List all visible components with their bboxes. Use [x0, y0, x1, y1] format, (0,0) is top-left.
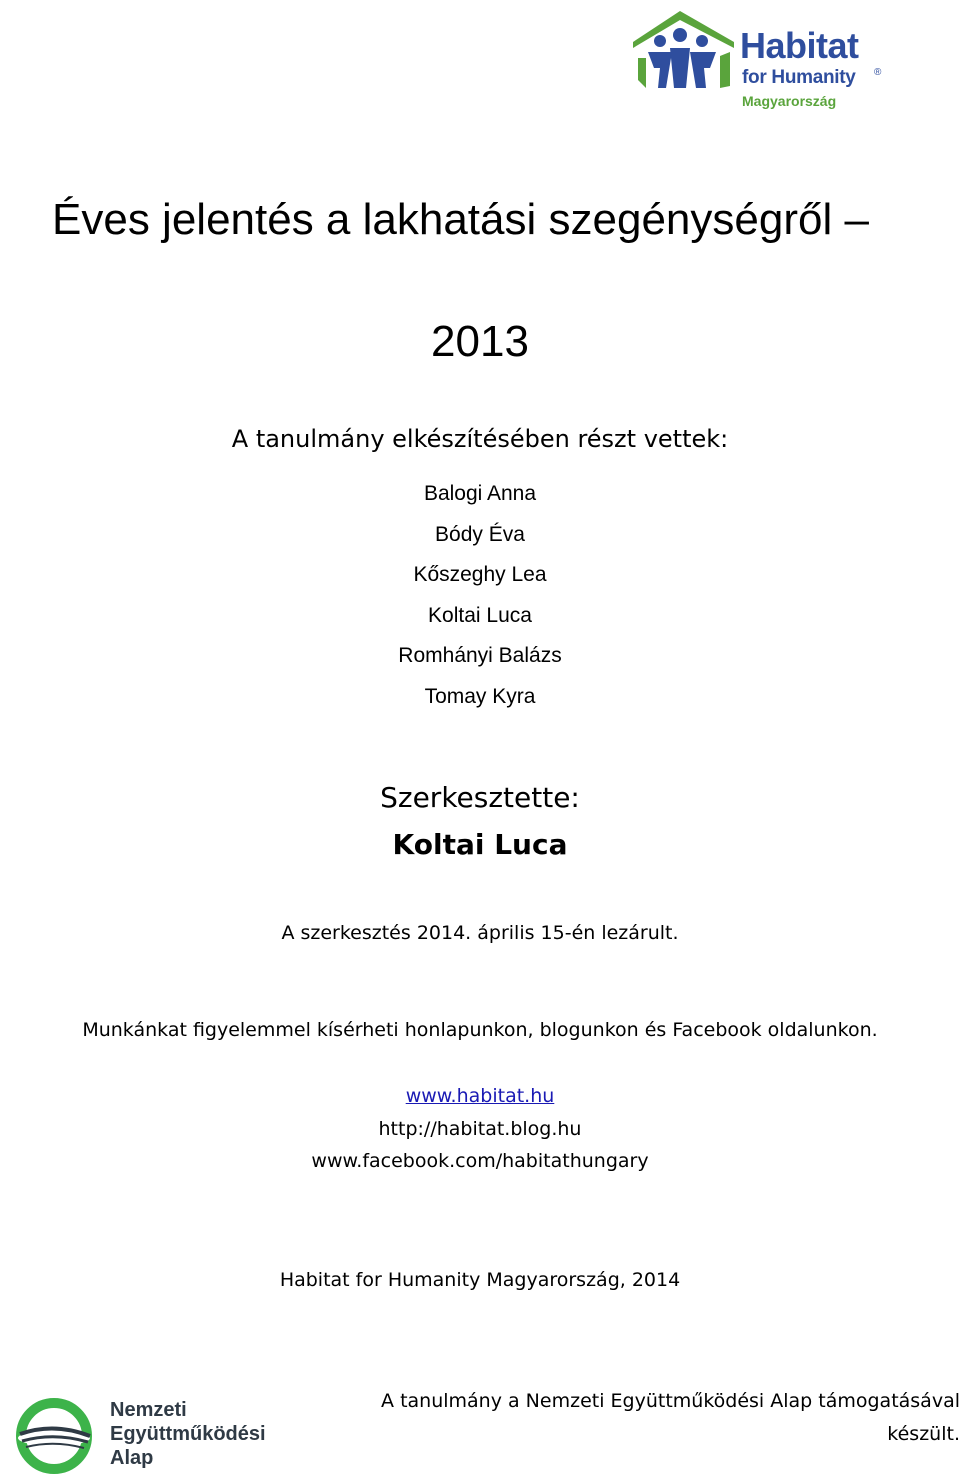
house-people-icon	[630, 8, 740, 98]
website-link[interactable]: www.habitat.hu	[405, 1085, 555, 1107]
support-statement	[360, 1385, 960, 1451]
closing-note: A szerkesztés 2014. április 15-én lezárult.	[281, 922, 679, 944]
nea-line-1: Nemzeti	[110, 1399, 187, 1421]
contributor-name: Balogi Anna	[423, 482, 537, 505]
logo-magyarorszag: Magyarország	[742, 93, 837, 109]
logo-habitat: Habitat	[740, 25, 859, 66]
publisher-line: Habitat for Humanity Magyarország, 2014	[279, 1269, 681, 1291]
blog-link[interactable]: http://habitat.blog.hu	[378, 1118, 582, 1140]
document-year: 2013	[431, 317, 529, 366]
nea-text	[110, 1398, 266, 1470]
contributor-name: Tomay Kyra	[424, 685, 536, 708]
contributor-name: Kőszeghy Lea	[413, 563, 547, 586]
document-title: Éves jelentés a lakhatási szegénységről –	[52, 195, 869, 244]
habitat-logo	[630, 8, 890, 116]
follow-text: Munkánkat figyelemmel kísérheti honlapunkon, blogunkon és Facebook oldalunkon.	[82, 1019, 878, 1041]
contributor-name: Bódy Éva	[435, 523, 525, 546]
contributor-name: Romhányi Balázs	[398, 644, 562, 667]
editor-name: Koltai Luca	[392, 828, 568, 861]
contributors-heading: A tanulmány elkészítésében részt vettek:	[231, 425, 729, 453]
editor-label: Szerkesztette:	[380, 781, 580, 814]
nea-line-3: Alap	[110, 1447, 154, 1469]
logo-registered-mark: ®	[874, 67, 882, 78]
nea-ring-icon	[14, 1392, 104, 1480]
support-line-2: készült.	[887, 1423, 960, 1445]
support-line-1: A tanulmány a Nemzeti Együttműködési Alap támogatásával	[381, 1390, 960, 1412]
contributor-name: Koltai Luca	[428, 604, 532, 627]
nea-line-2: Együttműködési	[110, 1423, 266, 1445]
nea-logo	[14, 1392, 294, 1480]
facebook-link[interactable]: www.facebook.com/habitathungary	[311, 1150, 649, 1172]
logo-for-humanity: for Humanity	[742, 67, 856, 88]
